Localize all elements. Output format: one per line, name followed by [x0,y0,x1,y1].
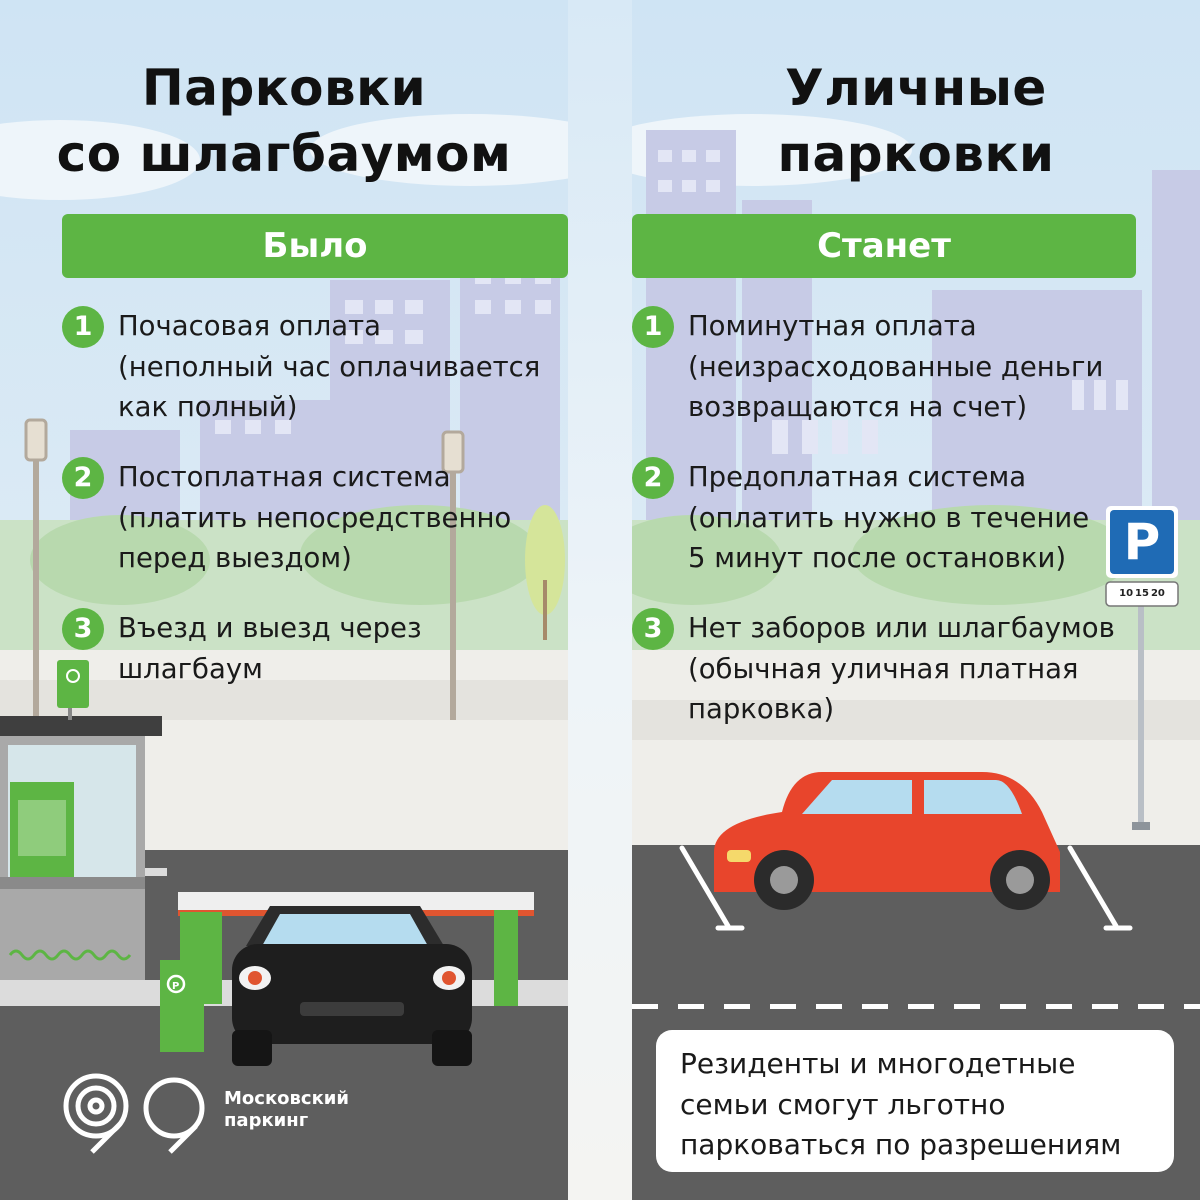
item-text: Поминутная оплата (неизрасходованные деньги возвращаются на счет) [688,310,1104,423]
panel-divider [568,0,632,1200]
item-number-badge: 2 [632,457,674,499]
left-panel [0,0,568,1200]
before-header: Было [62,214,568,278]
item-number-badge: 2 [62,457,104,499]
right-title-line: парковки [777,125,1055,183]
item-number-badge: 1 [632,306,674,348]
parking-sign-times: 10 15 20 [1119,588,1165,599]
item-text: Почасовая оплата (неполный час оплачивается как полный) [118,310,541,423]
item-text: Нет заборов или шлагбаумов (обычная уличная платная парковка) [688,612,1115,725]
item-text: Постоплатная система (платить непосредственно перед выездом) [118,461,512,574]
item-text: Въезд и выезд через шлагбаум [118,612,422,685]
left-title-line: со шлагбаумом [56,125,512,183]
svg-text:P: P [172,981,180,992]
left-title [0,55,568,187]
residents-note: Резиденты и многодетные семьи смогут льготно парковаться по разрешениям [656,1030,1174,1172]
left-title-line: Парковки [141,59,427,117]
item-number-badge: 3 [632,608,674,650]
item-text: Предоплатная система (оплатить нужно в течение 5 минут после остановки) [688,461,1090,574]
right-title-line: Уличные [785,59,1047,117]
after-header: Станет [632,214,1136,278]
parking-sign-letter: P [1123,513,1161,571]
item-number-badge: 1 [62,306,104,348]
right-title [632,55,1200,187]
item-number-badge: 3 [62,608,104,650]
right-panel [632,0,1200,1200]
brand-name: Московский паркинг [224,1088,350,1131]
